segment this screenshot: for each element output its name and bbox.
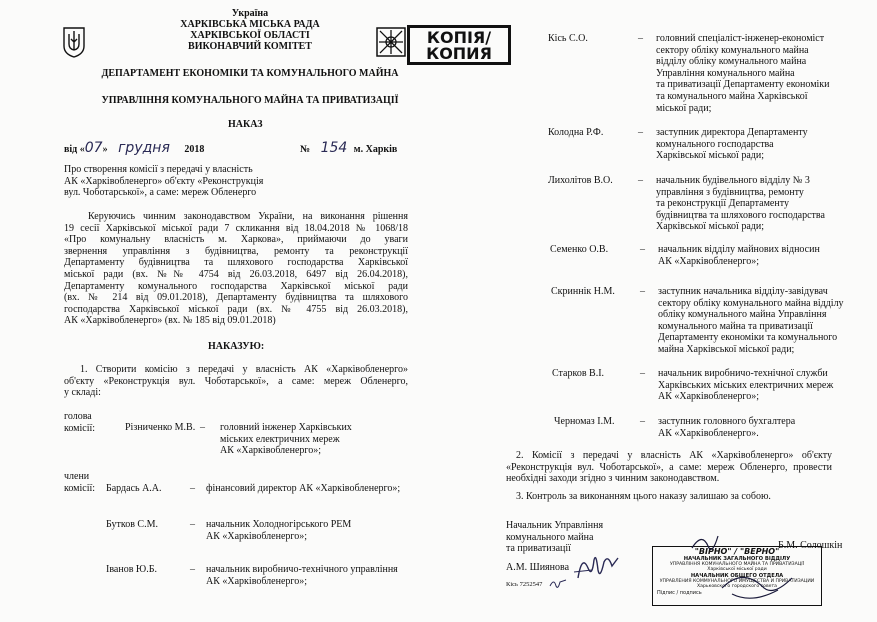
handwritten-signature [572,548,622,584]
order-date [64,140,205,156]
preamble-line: «Про комунальну власність м. Харкова», приймаючи до уваги [64,234,408,246]
members-label: члени комісії: [64,471,96,494]
certify-verno: "ВІРНО" / "ВЕРНО" [694,547,780,556]
item-2-line: 2. Комісії з передачі у власність АК «Харківобленерго» об'єкту [516,450,832,461]
item-3: 3. Контроль за виконанням цього наказу залишаю за собою. [516,491,771,502]
date-month: грудня [118,140,170,156]
preamble-line: звернення управління з будівництва, ремонту та реконструкції [64,245,408,257]
preamble-line: Департаменту комунального господарства Харківської міської ради [64,280,408,292]
header-country: Україна [231,8,269,19]
item-1-line: об'єкту «Реконструкція вул. Чоботарської», а саме: мереж Обленерго, [64,375,408,387]
order-number [300,140,398,156]
preamble-line: 19 сесії Харківської міської ради 7 скликання від 18.04.2018 № 1068/18 [64,222,408,234]
member-name: Бутков С.М. [106,519,158,530]
subject [64,164,263,199]
member-role: начальник виробничо-технічного управління АК «Харківобленерго»; [206,564,398,587]
item-1-line: у складі: [64,387,101,399]
preamble-line: Департаменту будівництва та шляхового господарства Харківської [64,257,408,269]
dash: – [640,286,645,297]
member-role: заступник головного бухгалтера АК «Харківобленерго». [658,416,796,439]
item-2 [506,450,832,485]
preamble-line: Керуючись чинним законодавством України, на виконання рішення [88,211,408,222]
subject-line: вул. Чоботарської», а саме: мереж Обленерго [64,187,257,199]
member-name: Черномаз І.М. [554,416,615,427]
member-name: Старков В.І. [552,368,605,379]
preamble-line: (вх. № 214 від 09.01.2018), Департаменту будівництва та шляхового [64,292,408,304]
member-name: Бардась А.А. [106,483,162,494]
doc-type: НАКАЗ [228,119,263,130]
dash: – [638,127,643,138]
dash: – [640,416,645,427]
chair-label: голова комісії: [64,411,96,434]
signature-title: Начальник Управління комунального майна та приватизації [506,520,604,555]
date-day: 07 [84,140,103,156]
date-year: 2018 [184,144,205,155]
copy-stamp-line2: КОПИЯ [426,44,492,63]
certify-sign-label: Підпис / подпись [657,589,702,596]
header-department: ДЕПАРТАМЕНТ ЕКОНОМІКИ ТА КОМУНАЛЬНОГО МАЙНА [101,68,399,79]
item-2-line: необхідні заходи згідно з чинним законодавством. [506,473,720,485]
copy-stamp [407,25,511,65]
copy-stamp-line1: КОПІЯ/ [426,28,492,47]
number-label: № [300,144,311,155]
chair-role: головний інженер Харківських міських електричних мереж АК «Харківобленерго»; [220,422,352,457]
header-council: ХАРКІВСЬКА МІСЬКА РАДА [180,19,320,30]
copy-signer-name: Б.М. Солошкін [778,540,843,551]
date-prefix: від « [64,144,85,155]
order-city: м. Харків [353,144,398,155]
member-name: Колодна Р.Ф. [548,127,604,138]
preamble-line: господарства Харківської міської ради (вх. № 4755 від 26.03.2018), [64,303,408,315]
member-name: Скриннік Н.М. [551,286,615,297]
member-role: головний спеціаліст-інженер-економіст сектору обліку комунального майна відділу обліку комунального майна Управління комунального майна та приватизації Департаменту економіки та комунального майна Харківської міської ради; [656,33,830,114]
coat-of-arms-icon [62,26,86,58]
subject-line: АК «Харківобленерго» об'єкту «Реконструкція [64,175,264,187]
item-2-line: «Реконструкція вул. Чоботарської», а саме: мереж Обленерго, провести [506,461,832,473]
member-name: Семенко О.В. [550,244,609,255]
dash: – [638,175,643,186]
orders-heading: НАКАЗУЮ: [208,341,265,352]
preamble-line: міської ради (вх. №№ 4754 від 26.03.2018, 6497 від 26.04.2018), [64,268,408,280]
executor-signature [548,576,568,590]
member-role: начальник Холодногірського РЕМ АК «Харківобленерго»; [206,519,352,542]
number-value: 154 [320,140,348,156]
dash: – [200,422,205,433]
member-role: начальник будівельного відділу № 3 управління з будівництва, ремонту та реконструкції Департаменту будівництва та шляхового господарства Харківської міської ради; [656,175,825,233]
header-oblast: ХАРКІВСЬКОЇ ОБЛАСТІ [190,30,310,41]
dash: – [190,483,195,494]
member-role: заступник начальника відділу-завідувач сектору обліку комунального майна відділу обліку комунального майна Управління комунального майна та приватизації Департаменту економіки та комунального майна Харківської міської ради; [658,286,844,355]
preamble-line: АК «Харківобленерго» (вх. № 185 від 09.01.2018) [64,315,276,327]
header-administration: УПРАВЛІННЯ КОМУНАЛЬНОГО МАЙНА ТА ПРИВАТИЗАЦІЇ [101,95,399,106]
item-1-line: 1. Створити комісію з передачі у власність АК «Харківобленерго» [80,364,408,375]
member-name: Лихолітов В.О. [548,175,613,186]
subject-line: Про створення комісії з передачі у власність [64,164,253,175]
dash: – [640,244,645,255]
member-role: начальник виробничо-технічної служби Харківських міських електричних мереж АК «Харківобленерго»; [658,368,834,403]
dash: – [638,33,643,44]
dash: – [190,564,195,575]
signature-name: А.М. Шиянова [506,562,570,573]
member-role: заступник директора Департаменту комунального господарства Харківської міської ради; [656,127,808,162]
dash: – [640,368,645,379]
member-name: Іванов Ю.Б. [106,564,157,575]
chair-name: Різниченко М.В. [125,422,196,433]
certify-stamp: "ВІРНО" / "ВЕРНО" НАЧАЛЬНИК ЗАГАЛЬНОГО ВІДДІЛУ УПРАВЛІННЯ КОМУНАЛЬНОГО МАЙНА ТА ПРИВАТИЗАЦІЇ Харківської міської ради НАЧАЛЬНИК ОБЩЕГО ОТДЕЛА УПРАВЛЕНИЯ КОММУНАЛЬНОГО ИМУЩЕСТВА И ПРИВАТИЗАЦИИ Харьковского городского совета Підпис / подпись [652,546,822,606]
preamble [64,211,408,327]
member-role: начальник відділу майнових відносин АК «Харківобленерго»; [658,244,820,267]
header-committee: ВИКОНАВЧИЙ КОМІТЕТ [188,41,312,52]
dash: – [190,519,195,530]
member-role: фінансовий директор АК «Харківобленерго»; [206,483,401,494]
ornament-icon [376,27,406,57]
date-day-suffix: » [102,144,108,155]
member-name: Кісь С.О. [548,33,588,44]
item-1 [64,364,408,399]
executor-note: Кісь 7252547 [506,581,543,588]
